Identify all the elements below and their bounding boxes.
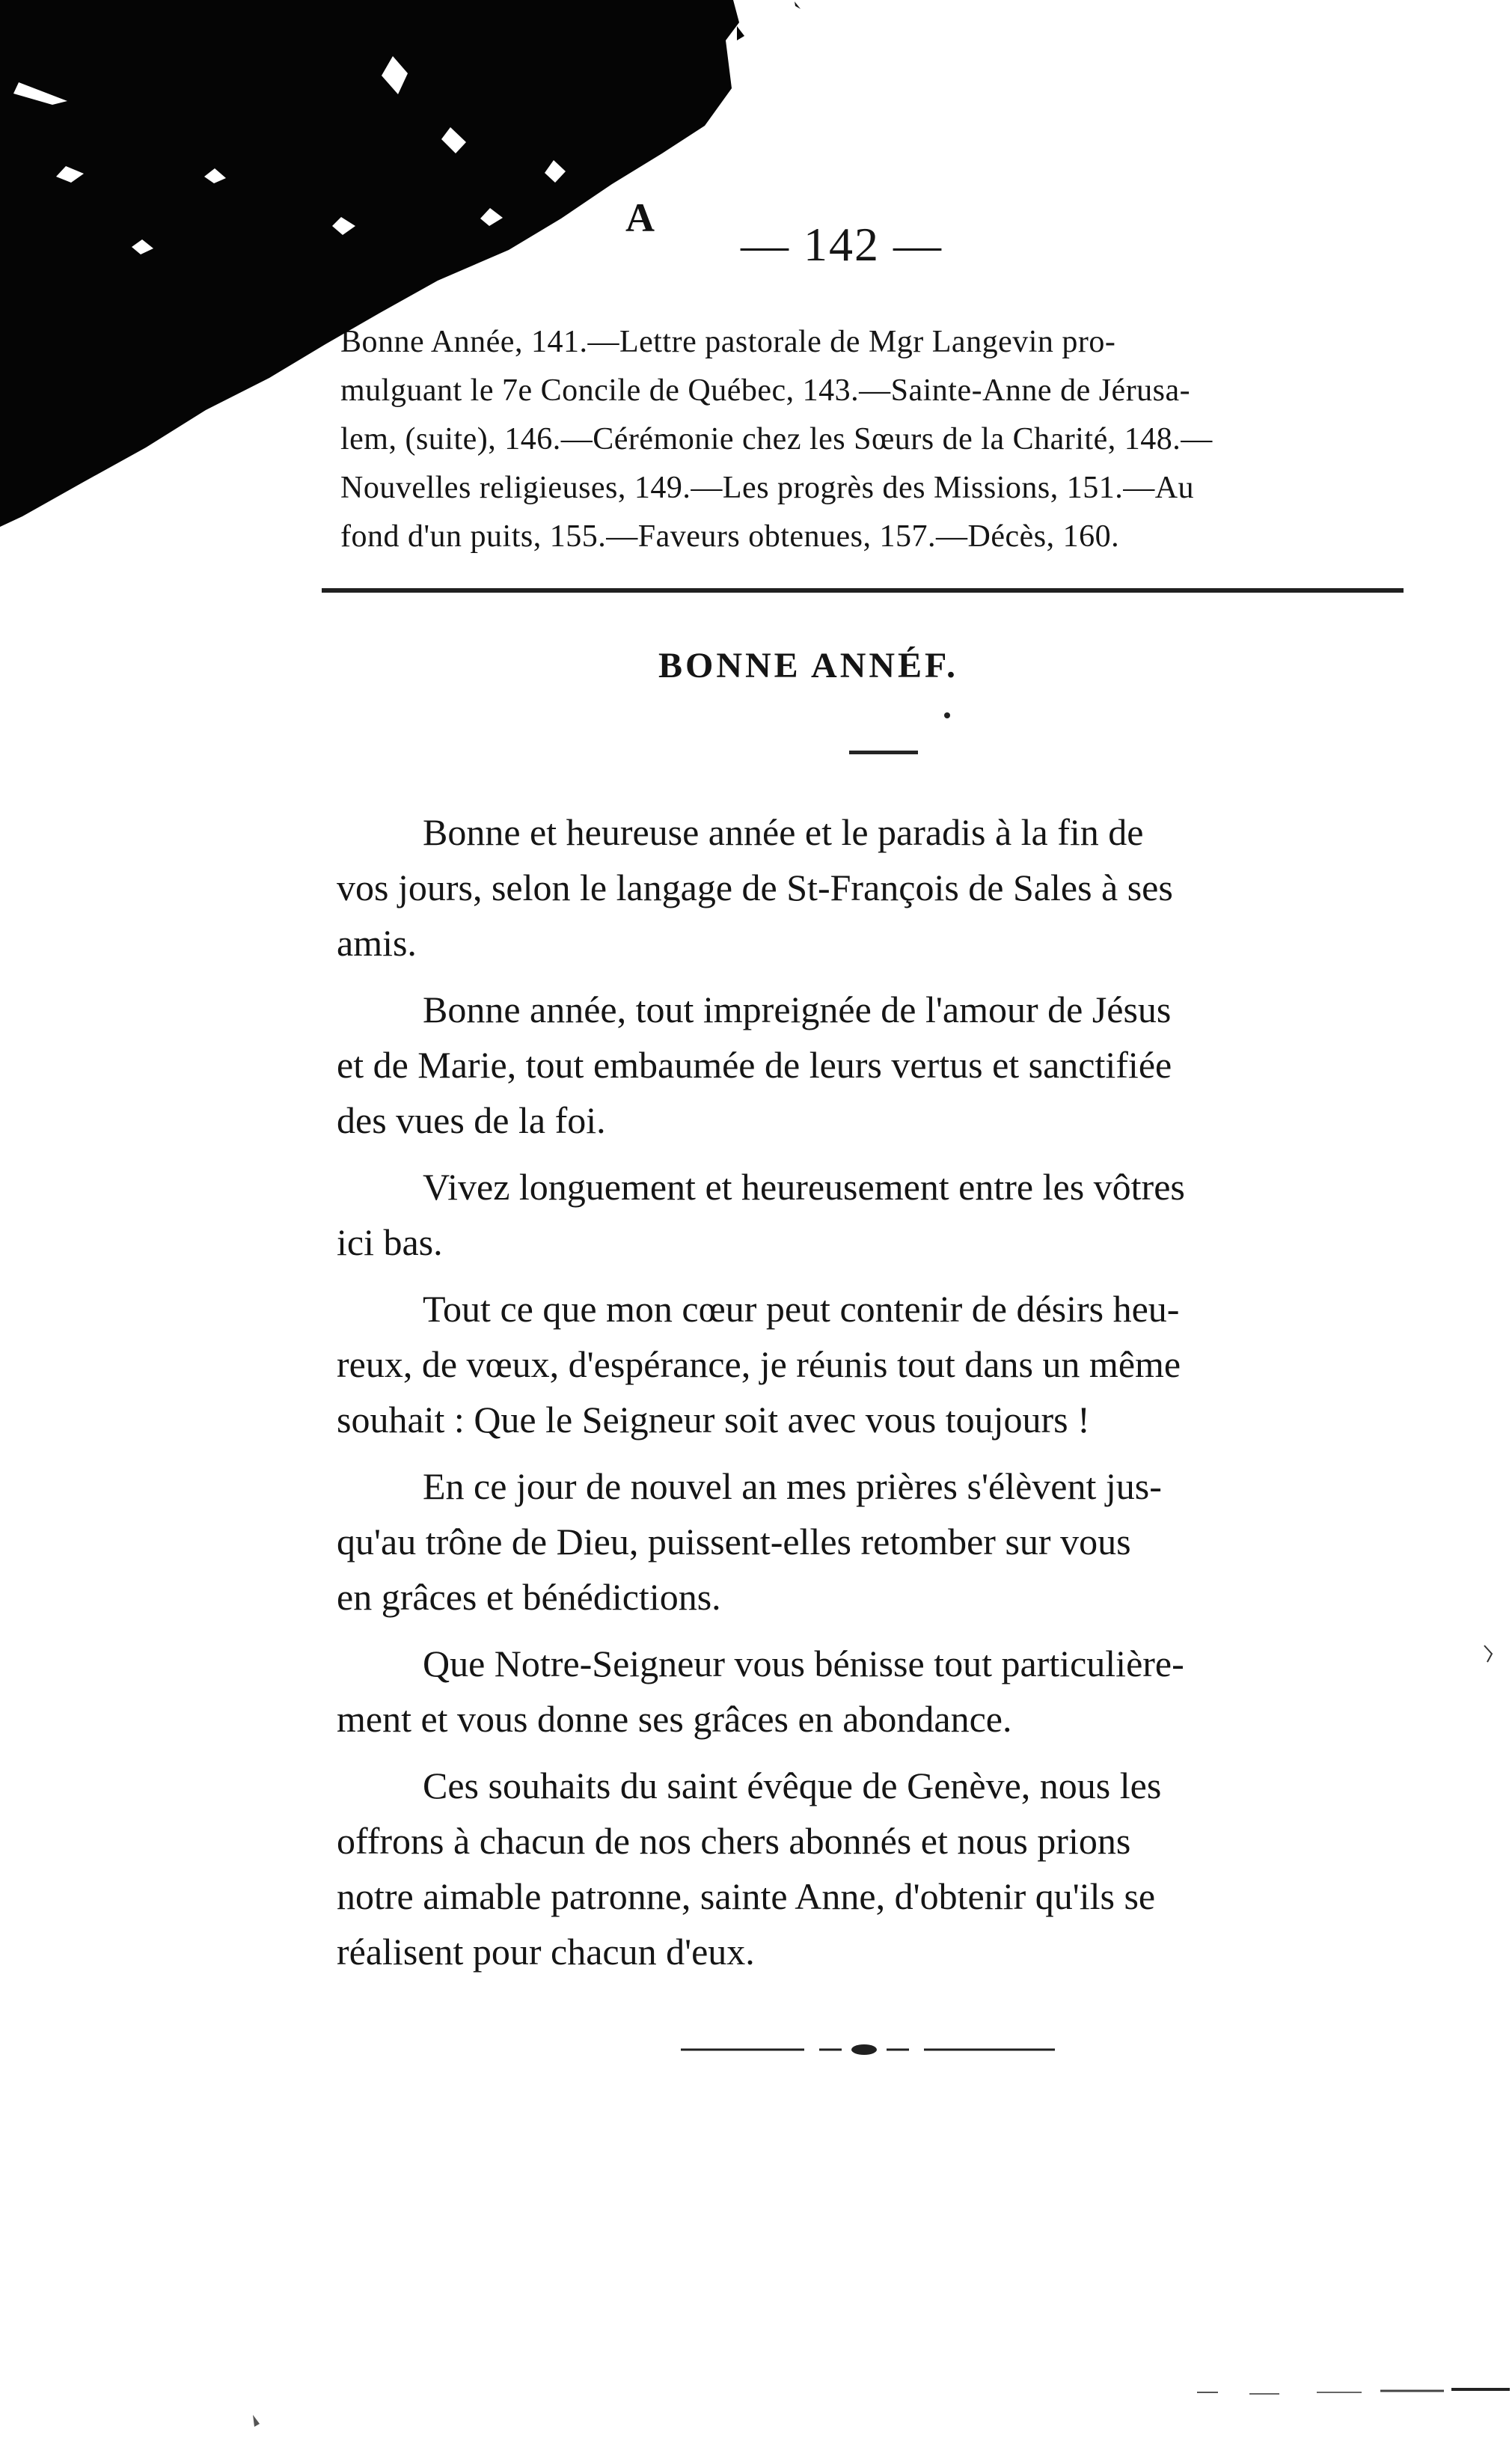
scan-damage-corner [0,0,756,539]
paragraph-line: souhait : Que le Seigneur soit avec vous toujours ! [337,1399,1090,1441]
article-paragraph [337,982,1407,1148]
paragraph-line: Ces souhaits du saint évêque de Genève, nous les [423,1765,1162,1806]
paragraph-line: Bonne année, tout impreignée de l'amour de Jésus [423,989,1172,1030]
paragraph-line: notre aimable patronne, sainte Anne, d'obtenir qu'ils se [337,1875,1156,1917]
paragraph-line: reux, de vœux, d'espérance, je réunis tout dans un même [337,1343,1181,1385]
scan-speck [786,0,808,30]
summary-line: Nouvelles religieuses, 149.—Les progrès des Missions, 151.—Au [340,471,1195,505]
paragraph-line: en grâces et bénédictions. [337,1576,721,1618]
scan-noise-lines [1197,2376,1511,2406]
summary-line: lem, (suite), 146.—Cérémonie chez les Sœurs de la Charité, 148.— [340,422,1213,456]
article-paragraph [337,1758,1407,1979]
title-rule [849,751,918,754]
paragraph-line: ici bas. [337,1221,443,1263]
decorative-dash-ornament-icon [681,2039,1055,2060]
scan-speck [943,711,952,720]
paragraph-line: réalisent pour chacun d'eux. [337,1931,755,1973]
paragraph-line: Bonne et heureuse année et le paradis à la fin de [423,811,1144,853]
article-paragraph [337,1458,1407,1625]
summary-line: Bonne Année, 141.—Lettre pastorale de Mgr Langevin pro- [340,325,1116,359]
summary-line: fond d'un puits, 155.—Faveurs obtenues, 157.—Décès, 160. [340,519,1120,554]
article-paragraph [337,804,1407,971]
section-divider [322,588,1404,593]
paragraph-line: et de Marie, tout embaumée de leurs vertus et sanctifiée [337,1044,1172,1086]
paragraph-line: vos jours, selon le langage de St-François de Sales à ses [337,867,1173,908]
paragraph-line: amis. [337,922,417,964]
paragraph-line: ment et vous donne ses grâces en abondance. [337,1698,1012,1740]
summary-line: mulguant le 7e Concile de Québec, 143.—Sainte-Anne de Jérusa- [340,373,1191,408]
page-header-fragment: A [625,195,655,240]
scan-speck [1481,1643,1496,1665]
scan-speck [251,2413,263,2428]
article-paragraph [337,1159,1407,1270]
article-body [337,804,1407,1991]
page-number: — 142 — [741,218,943,271]
article-paragraph [337,1636,1407,1747]
article-paragraph [337,1281,1407,1447]
paragraph-line: qu'au trône de Dieu, puissent-elles retomber sur vous [337,1521,1131,1562]
article-title: BONNE ANNÉF. [658,646,958,685]
paragraph-line: des vues de la foi. [337,1099,606,1141]
paragraph-line: offrons à chacun de nos chers abonnés et nous prions [337,1820,1131,1862]
paragraph-line: En ce jour de nouvel an mes prières s'élèvent jus- [423,1465,1162,1507]
paragraph-line: Que Notre-Seigneur vous bénisse tout particulière- [423,1643,1184,1684]
paragraph-line: Vivez longuement et heureusement entre les vôtres [423,1166,1185,1208]
paragraph-line: Tout ce que mon cœur peut contenir de désirs heu- [423,1288,1180,1330]
